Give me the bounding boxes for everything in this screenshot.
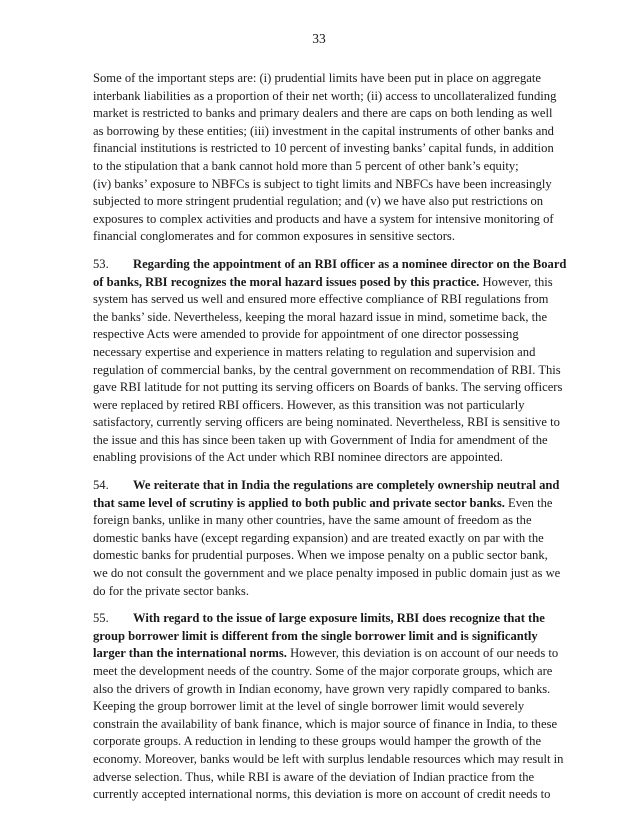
- text-line: [93, 397, 565, 415]
- paragraph-gap: [93, 467, 565, 477]
- body-text: constrain the availability of bank finance, which is major source of finance in India, to these: [93, 716, 558, 731]
- paragraph-intro: [93, 70, 565, 246]
- paragraph-number: 54.: [93, 478, 109, 493]
- body-text: (iv) banks’ exposure to NBFCs is subject to tight limits and NBFCs have been increasingly: [93, 176, 552, 191]
- body-text: Even the: [504, 495, 553, 510]
- text-line: [93, 88, 565, 106]
- body-text: foreign banks, unlike in many other countries, have the same amount of freedom as the: [93, 513, 532, 528]
- text-line: [93, 547, 565, 565]
- body-text: However, this: [479, 274, 553, 289]
- text-line: [93, 362, 565, 380]
- text-line: [93, 193, 565, 211]
- body-text: meet the development needs of the country. Some of the major corporate groups, which are: [93, 664, 553, 678]
- text-line: [93, 512, 565, 530]
- bold-text: that same level of scrutiny is applied to both public and private sector banks.: [93, 495, 505, 510]
- bold-text: of banks, RBI recognizes the moral hazard issues posed by this practice.: [93, 274, 480, 289]
- body-text: financial conglomerates and for common exposures in sensitive sectors.: [93, 229, 455, 244]
- text-line: [93, 274, 565, 292]
- text-line: [93, 698, 565, 716]
- text-line: [93, 70, 565, 88]
- text-line: [93, 432, 565, 450]
- body-text: market is restricted to banks and primary dealers and there are caps on both lending as well: [93, 106, 553, 121]
- body-text: subjected to more stringent prudential regulation; and (v) we have also put restrictions on: [93, 194, 544, 209]
- body-text: also the drivers of growth in Indian economy, have grown very rapidly compared to banks.: [93, 681, 551, 696]
- body-text: to the stipulation that a bank cannot hold more than 5 percent of other bank’s equity;: [93, 158, 519, 173]
- text-line: [93, 140, 565, 158]
- text-line: [93, 344, 565, 362]
- body-text: as borrowing by these entities; (iii) investment in the capital instruments of other banks and: [93, 123, 554, 138]
- paragraph-55: [93, 610, 565, 804]
- body-text: adverse selection. Thus, while RBI is aware of the deviation of Indian practice from the: [93, 769, 535, 784]
- body-text: regulation of commercial banks, by the central government on recommendation of RBI. This: [93, 362, 561, 377]
- text-line: [93, 645, 565, 663]
- body-text: satisfactory, currently serving officers are being nominated. Nevertheless, RBI is sensitive to: [93, 415, 560, 430]
- body-text: we do not consult the government and we place penalty imposed in public domain just as we: [93, 566, 561, 581]
- paragraph-54: [93, 477, 565, 600]
- text-line: [93, 769, 565, 787]
- body-text: domestic banks for prudential purposes. When we impose penalty on a public sector bank,: [93, 548, 548, 563]
- body-text: corporate groups. A reduction in lending to these groups would hamper the growth of the: [93, 734, 542, 749]
- paragraph-gap: [93, 600, 565, 610]
- body-text: economy. Moreover, banks would be left with surplus lendable resources which may result in: [93, 751, 564, 766]
- text-line: [93, 583, 565, 601]
- text-line: [93, 530, 565, 548]
- page-number: 33: [312, 31, 326, 46]
- text-line: [93, 256, 565, 274]
- body-text: gave RBI latitude for not putting its serving officers on Boards of banks. The serving officers: [93, 380, 563, 395]
- body-text: Keeping the group borrower limit at the level of single borrower limit would severely: [93, 699, 525, 714]
- body-text: However, this deviation is on account of our needs to: [286, 646, 559, 661]
- paragraph-number: 55.: [93, 611, 109, 626]
- text-line: [93, 716, 565, 734]
- text-line: [93, 228, 565, 246]
- text-line: [93, 477, 565, 495]
- text-line: [93, 414, 565, 432]
- bold-text: We reiterate that in India the regulations are completely ownership neutral and: [133, 478, 560, 493]
- bold-text: With regard to the issue of large exposure limits, RBI does recognize that the: [133, 611, 545, 626]
- body-text: interbank liabilities as a proportion of their net worth; (ii) access to uncollateralized funding: [93, 88, 557, 103]
- body-text: the banks’ side. Nevertheless, keeping the moral hazard issue in mind, sometime back, the: [93, 309, 548, 324]
- body-text: the issue and this has since been taken up with Government of India for amendment of the: [93, 432, 548, 447]
- body-text: currently accepted international norms, this deviation is more on account of credit needs to: [93, 787, 551, 802]
- body-text: exposures to complex activities and products and have a system for intensive monitoring of: [93, 211, 554, 226]
- text-line: [93, 681, 565, 699]
- text-line: [93, 751, 565, 769]
- body-text: were replaced by retired RBI officers. However, as this transition was not particularly: [93, 397, 525, 412]
- text-line: [93, 326, 565, 344]
- paragraph-number: 53.: [93, 256, 109, 271]
- body-text: financial institutions is restricted to 10 percent of investing banks’ capital funds, in addition: [93, 141, 554, 156]
- text-line: [93, 610, 565, 628]
- text-line: [93, 123, 565, 141]
- paragraph-53: [93, 256, 565, 467]
- text-line: [93, 628, 565, 646]
- text-line: [93, 565, 565, 583]
- body-text: necessary expertise and experience in matters relating to regulation and supervision and: [93, 344, 536, 359]
- bold-text: group borrower limit is different from the single borrower limit and is significantly: [93, 628, 538, 643]
- body-text: Some of the important steps are: (i) prudential limits have been put in place on aggregate: [93, 71, 541, 85]
- text-line: [93, 211, 565, 229]
- body-text: respective Acts were amended to provide for appointment of one director possessing: [93, 327, 519, 342]
- text-line: [93, 291, 565, 309]
- text-line: [93, 309, 565, 327]
- text-line: [93, 663, 565, 681]
- text-line: [93, 158, 565, 176]
- text-line: [93, 105, 565, 123]
- body-text: system has served us well and ensured more effective compliance of RBI regulations from: [93, 292, 549, 307]
- text-line: [93, 733, 565, 751]
- text-line: [93, 495, 565, 513]
- bold-text: larger than the international norms.: [93, 646, 287, 661]
- body-text: do for the private sector banks.: [93, 583, 249, 598]
- text-line: [93, 449, 565, 467]
- text-line: [93, 176, 565, 194]
- bold-text: Regarding the appointment of an RBI officer as a nominee director on the Board: [133, 256, 567, 271]
- paragraph-gap: [93, 246, 565, 256]
- text-line: [93, 786, 565, 804]
- text-line: [93, 379, 565, 397]
- document-body: [93, 70, 565, 804]
- body-text: enabling provisions of the Act under which RBI nominee directors are appointed.: [93, 450, 503, 465]
- body-text: domestic banks have (except regarding expansion) and are treated exactly on par with the: [93, 530, 544, 545]
